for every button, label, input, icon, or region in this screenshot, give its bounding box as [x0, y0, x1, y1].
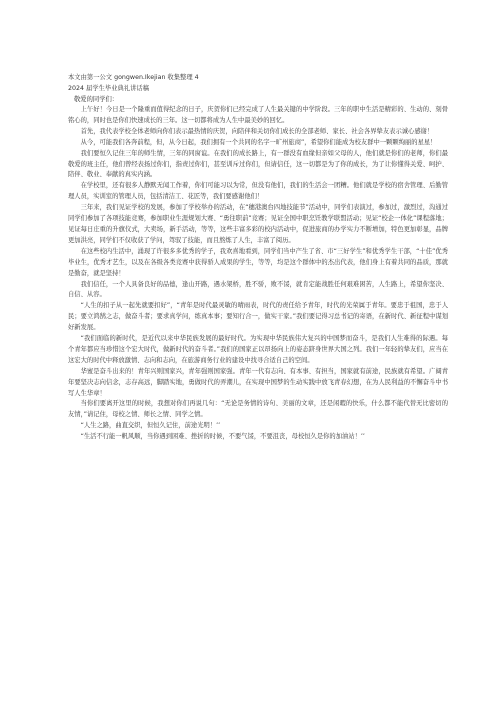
salutation: 敬爱的同学们： [74, 96, 119, 103]
paragraph-character: 我们信任，一个人具备良好的品德，逢山开路，遇水架桥，胜不骄，败不馁，就肯定能战胜任何艰难困苦，人生路上，希望你坚决、自信、从容。 [68, 280, 448, 299]
paragraph-bright-future: “人生之路，曲直交织，但恒久记住，前途光明！’’ [80, 422, 221, 430]
document-title: 2024 届学生毕业典礼讲话稿 [68, 85, 149, 92]
paragraph-strive: 华蜜是奋斗出来的！青年兴则国家兴，青年强则国家强。青年一代有志向、有本事、有担当，国家就有前途，民族就有希望。广阔青年要坚决志向信念，志存高远，脚踏实地，勇做时代的弄潮儿，在实现中国梦的生动实践中放飞青春幻想，在为人民利益的不懈奋斗中书写人生华章！ [68, 367, 448, 397]
source-line: 本文由第一公文 gongwen.Ikejian 收集整理 4 [68, 74, 199, 81]
paragraph-common-name: 从今，可能我们各奔前程，但，从今日起，我们拥有一个共同的名字一旷州旅商”，希望你们能成为校友群中一颗颗绚丽的星星！ [80, 138, 437, 146]
paragraph-encouragement: “生活不行能一帆风顺，当你遇到困难、挫折的时候，不要气馁，不要沮丧，母校恒久是你的加油站！’’ [80, 433, 365, 441]
paragraph-youth-quote: “人生的扣子从一起先就要扣好”，“青年是时代最灵敏的晴雨表，时代的责任给予青年，时代的光荣属于青年。要忠于祖国，忠于人民；要立鸿鹄之志，做奋斗者；要求真学问，练真本事；要知行合一，做实干家。”我们要记得习总书记的寄语，在新时代、新征程中谋划好新发展。 [68, 302, 448, 332]
paragraph-greeting: 上午好！今日是一个隆重而值得纪念的日子，庆贺你们已经完成了人生最关键的中学阶段。三年的职中生活是精彩的、生动的、刻骨铭心的，同时也是你们快速成长的三年。这一切都将成为人生中最美妙的回忆。 [68, 106, 448, 124]
paragraph-farewell: 当你们要离开这里的时候，我想对你们再说几句：“无论是务情的诗句、美丽的文章，还是闲暇的快乐，什么都不能代替无比密切的友情，”请记住，母校之情、师长之情、同学之情。 [68, 400, 448, 419]
paragraph-activities: 三年来，我们见证学校的发展，参加了学校举办的活动，在“穗港澳台四地技能节”活动中，同学们表演过，参加过，激烈过，沟通过 同学们参加了各项技能竞赛，参加职业生涯规划大赛、“勇往职前”竞赛；见证全国中职烹饪教学联盟活动；见证“校企一体化”课程落地；见证每日庄重的升旗仪式，大卖场，新手活动，等等，这些丰富多彩的校内活动中，促进旅商的办学实力不断增加，特色更加彰显，品牌更加洪亮，同学们不仅收获了学问，驾驭了技能，而且熬炼了人生，丰富了阅历。 [68, 204, 448, 244]
paragraph-outstanding-students: 在这些校内生活中，涌现了许很多多优秀的学子，我欢喜地看到，同学们当中产生了省、市“三好学生”和优秀学生干部，“十佳”优秀毕业生，优秀才艺生，以及在各级各类竞赛中获得骄人成果的学生，等等，均是这个群体中的杰出代表，他们身上有着共同的品质，那就是勤奋，就是坚持！ [68, 247, 448, 277]
paragraph-staff: 在学校里，还有很多人静默无闻工作着，你们可能习以为常，但没有他们，我们的生活会一团糟。他们就是学校的宿舍管理、后勤管理人员，实训室的管理人员，包括清洁工、花匠等，我们要感谢他们！ [68, 182, 448, 201]
paragraph-teachers: 我们要恒久记住三年的师生情，三年的同窗谊。在我们的成长路上，有一群没有血缘但亲如父母的人，他们就是你们的老师，你们最敬爱的班主任，他们曾经表扬过你们，指责过你们，甚至训斥过你们，但请信任，这一切都是为了你的成长，为了让你懂得关爱、呵护、陪伴、敬业、奉献的真实内涵。 [68, 149, 448, 179]
paragraph-new-era: “我们面临的新时代，是近代以来中华民族发展的最好时代。为实现中华民族伟大复兴的中国梦而奋斗，是我们人生难得的际遇。每个青年都应当珍惜这个宏大时代，做新时代的奋斗者。”我们的国家正以昂扬向上的姿态跻身世界大国之列。我们一年轻的挚友们，应当在这宏大的时代中释放激情、志向和志向，在旅游商务行业的建设中找寻合适自己的空间。 [68, 335, 448, 364]
paragraph-congratulations: 首先，我代表学校全体老师向你们表示最热情的庆贺，向陪伴和关切你们成长的全部老师、家长、社会各界挚友表示诚心感谢！ [80, 127, 434, 135]
